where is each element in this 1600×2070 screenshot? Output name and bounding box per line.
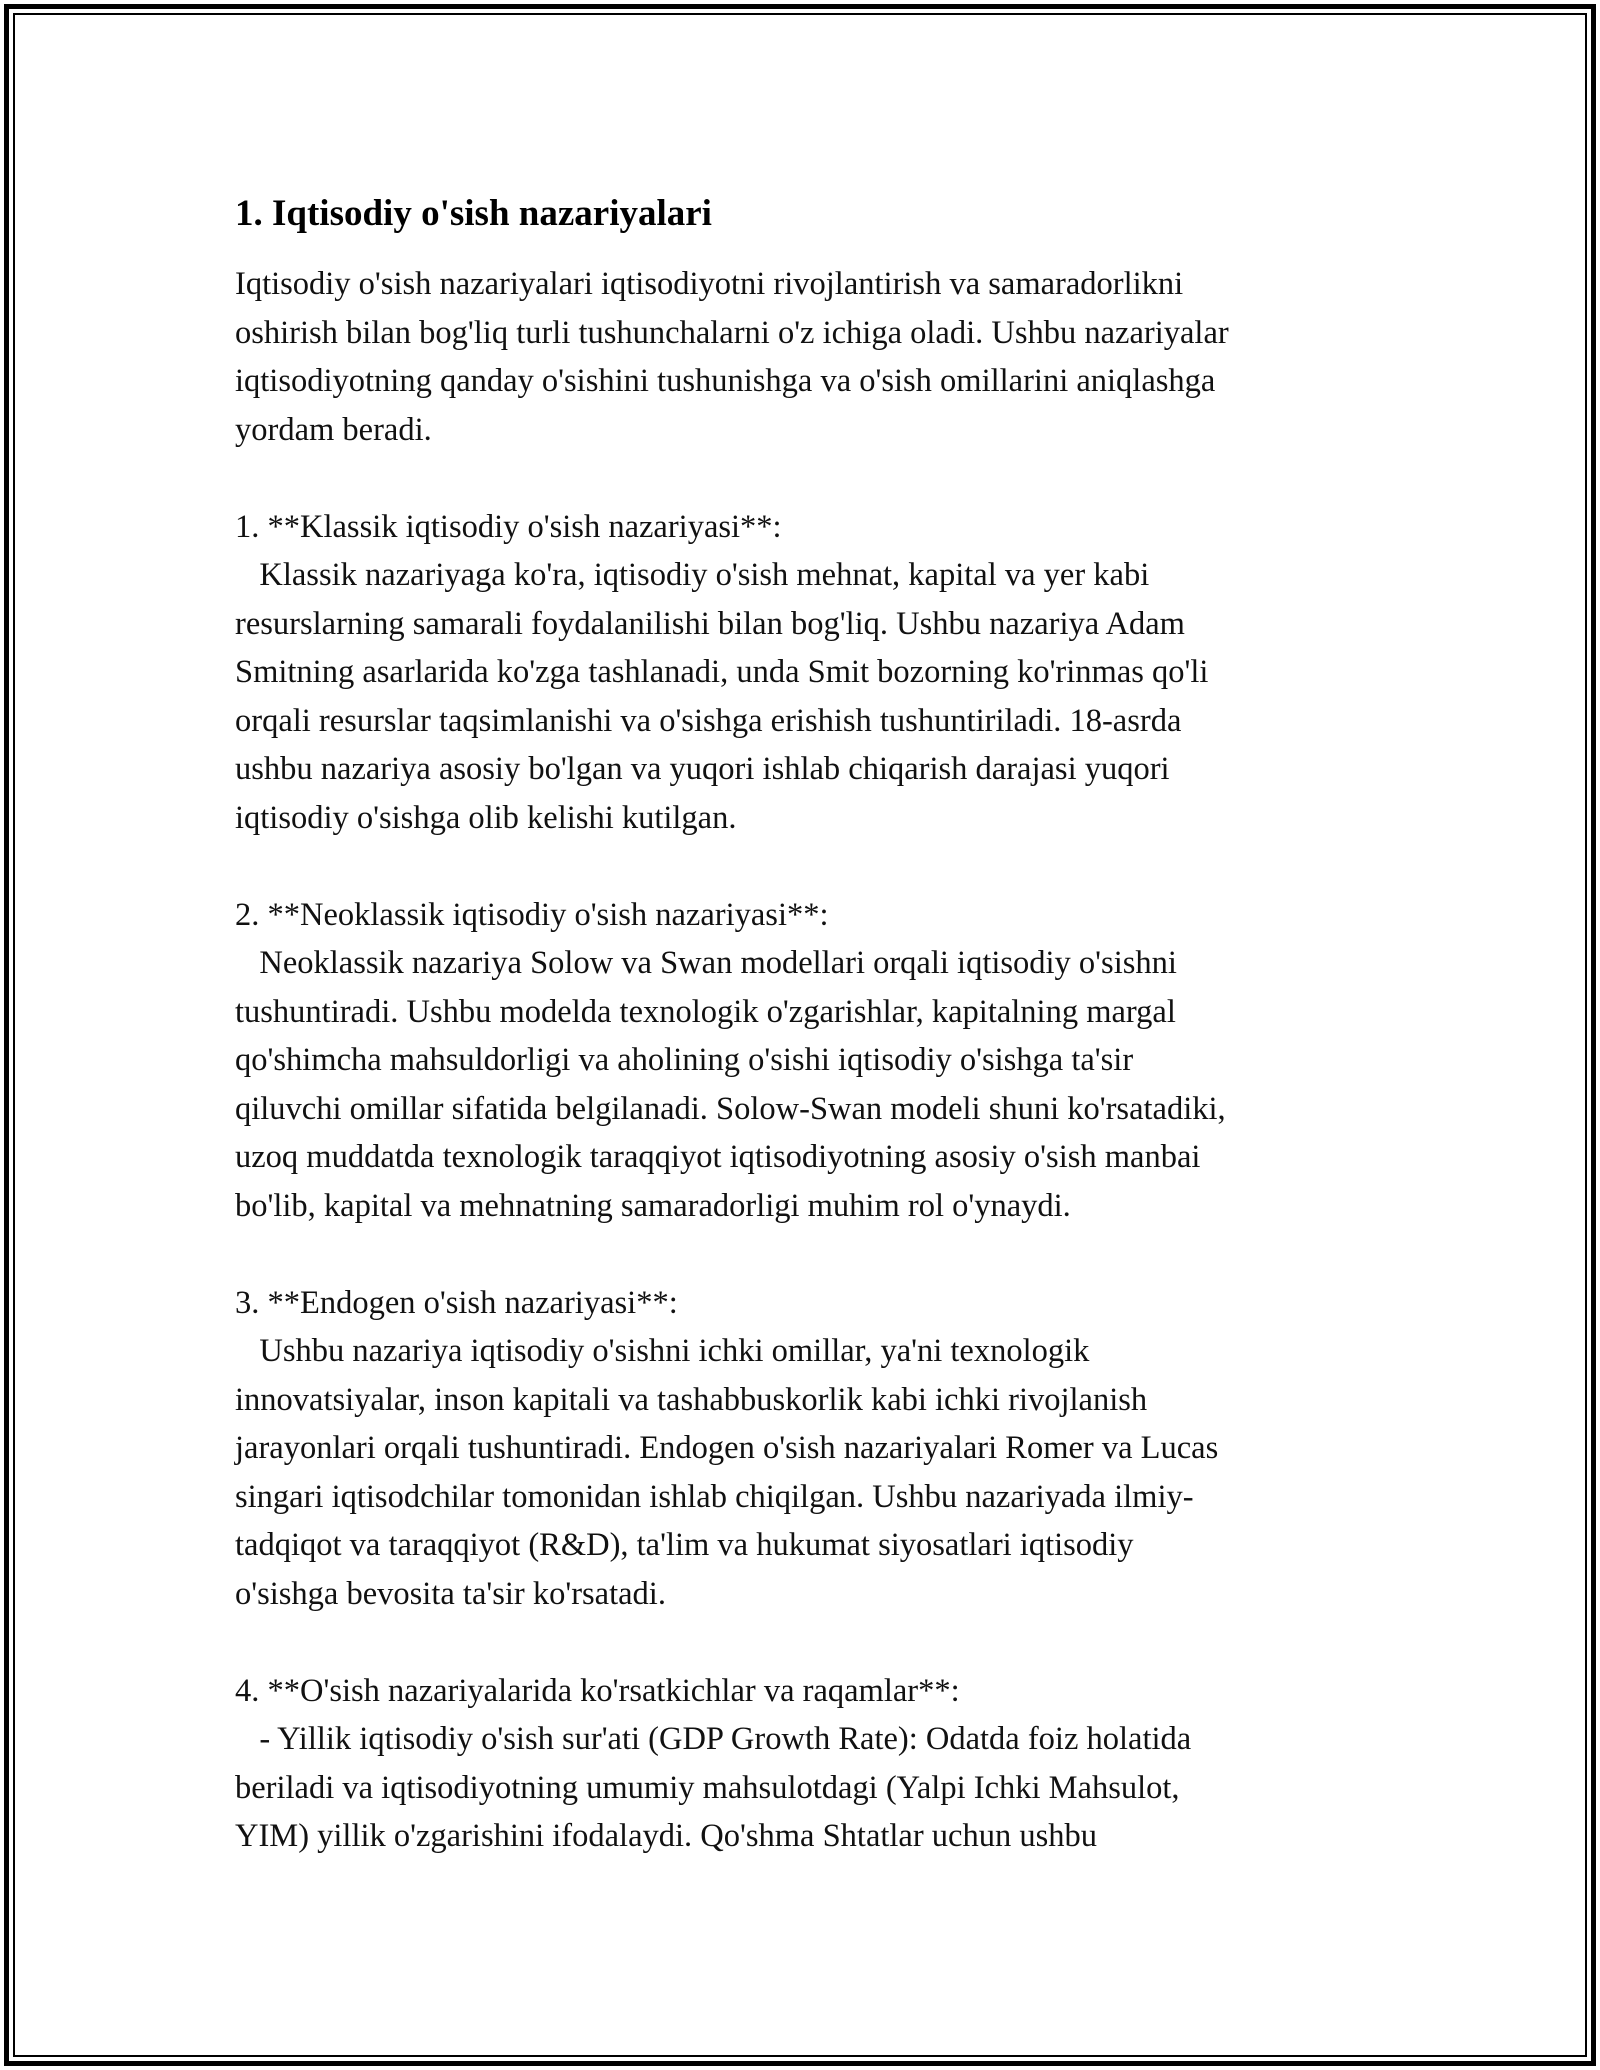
document-title: 1. Iqtisodiy o'sish nazariyalari [235, 193, 712, 234]
document-body: Iqtisodiy o'sish nazariyalari iqtisodiyotni rivojlantirish va samaradorlikni oshirish bilan bog'liq turli tushunchalarni o'z ichiga oladi. Ushbu nazariyalar iqtisodiyotning qanday o'sishini tushunishga va o'sish omillarini aniqlashga yordam beradi. 1. **Klassik iqtisodiy o'sish nazariyasi**: Klassik nazariyaga ko'ra, iqtisodiy o'sish mehnat, kapital va yer kabi resurslarning samarali foydalanilishi bilan bog'liq. Ushbu nazariya Adam Smitning asarlarida ko'zga tashlanadi, unda Smit bozorning ko'rinmas qo'li orqali resurslar taqsimlanishi va o'sishga erishish tushuntiriladi. 18-asrda ushbu nazariya asosiy bo'lgan va yuqori ishlab chiqarish darajasi yuqori iqtisodiy o'sishga olib kelishi kutilgan. 2. **Neoklassik iqtisodiy o'sish nazariyasi**: Neoklassik nazariya Solow va Swan modellari orqali iqtisodiy o'sishni tushuntiradi. Ushbu modelda texnologik o'zgarishlar, kapitalning margal qo'shimcha mahsuldorligi va aholining o'sishi iqtisodiy o'sishga ta'sir qiluvchi omillar sifatida belgilanadi. Solow-Swan modeli shuni ko'rsatadiki, uzoq muddatda texnologik taraqqiyot iqtisodiyotning asosiy o'sish manbai bo'lib, kapital va mehnatning samaradorligi muhim rol o'ynaydi. 3. **Endogen o'sish nazariyasi**: Ushbu nazariya iqtisodiy o'sishni ichki omillar, ya'ni texnologik innovatsiyalar, inson kapitali va tashabbuskorlik kabi ichki rivojlanish jarayonlari orqali tushuntiradi. Endogen o'sish nazariyalari Romer va Lucas singari iqtisodchilar tomonidan ishlab chiqilgan. Ushbu nazariyada ilmiy- tadqiqot va taraqqiyot (R&D), ta'lim va hukumat siyosatlari iqtisodiy o'sishga bevosita ta'sir ko'rsatadi. 4. **O'sish nazariyalarida ko'rsatkichlar va raqamlar**: - Yillik iqtisodiy o'sish sur'ati (GDP Growth Rate): Odatda foiz holatida beriladi va iqtisodiyotning umumiy mahsulotdagi (Yalpi Ichki Mahsulot, YIM) yillik o'zgarishini ifodalaydi. Qo'shma Shtatlar uchun ushbu [235, 266, 1229, 1854]
document-content [235, 190, 1365, 1861]
